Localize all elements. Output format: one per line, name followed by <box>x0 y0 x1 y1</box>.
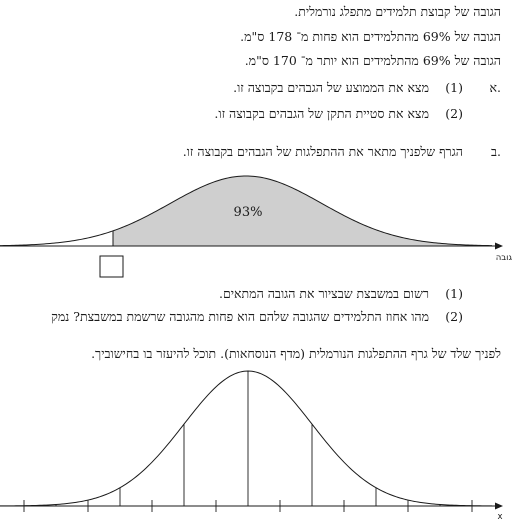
skeleton-graph-instructions: לפניך שלד של גרף ההתפלגות הנורמלית (מדף הנוסחאות). תוכל להיעזר בו בחישוביך. <box>91 346 501 361</box>
bell-curve <box>0 371 492 506</box>
fact-less-than: הגובה של 69% מהתלמידים הוא פחות מ־ 178 ס"מ. <box>240 29 501 44</box>
part-b-q1-number: (1) <box>445 286 463 301</box>
intro-text: הגובה של קבוצת תלמידים מתפלג נורמלית. <box>294 4 501 19</box>
part-b-q1-text: רשום במשבצת שבציור את הגובה המתאים. <box>218 286 429 301</box>
part-b-q2-text: מהו אחוז התלמידים שהגובה שלהם הוא פחות מהגובה שרשמת במשבצת? נמק <box>51 309 429 324</box>
part-b-q2-number: (2) <box>445 309 463 324</box>
sigma-gridlines <box>24 371 472 512</box>
part-a-letter: א. <box>489 80 501 95</box>
fact-more-than: הגובה של 69% מהתלמידים הוא יותר מ־ 170 ס"מ. <box>244 53 501 68</box>
height-distribution-graph <box>0 165 513 275</box>
x-axis-label: x <box>497 512 503 522</box>
part-b-letter: ב. <box>490 144 501 159</box>
axis-arrow-icon <box>495 243 503 250</box>
axis-arrow-icon <box>495 503 503 510</box>
part-a-q1-number: (1) <box>445 80 463 95</box>
answer-box[interactable] <box>100 256 123 277</box>
part-a-q2-number: (2) <box>445 106 463 121</box>
normal-distribution-skeleton <box>0 367 513 522</box>
shaded-percent-label: 93% <box>233 205 263 220</box>
shaded-area <box>113 176 492 246</box>
part-a-q2-text: מצא את סטיית התקן של הגבהים בקבוצה זו. <box>214 106 429 121</box>
part-a-q1-text: מצא את הממוצע של הגבהים בקבוצה זו. <box>233 80 429 95</box>
part-b-text: הגרף שלפניך מתאר את ההתפלגות של הגבהים בקבוצה זו. <box>182 144 463 159</box>
height-axis-label: גובה <box>495 253 512 263</box>
